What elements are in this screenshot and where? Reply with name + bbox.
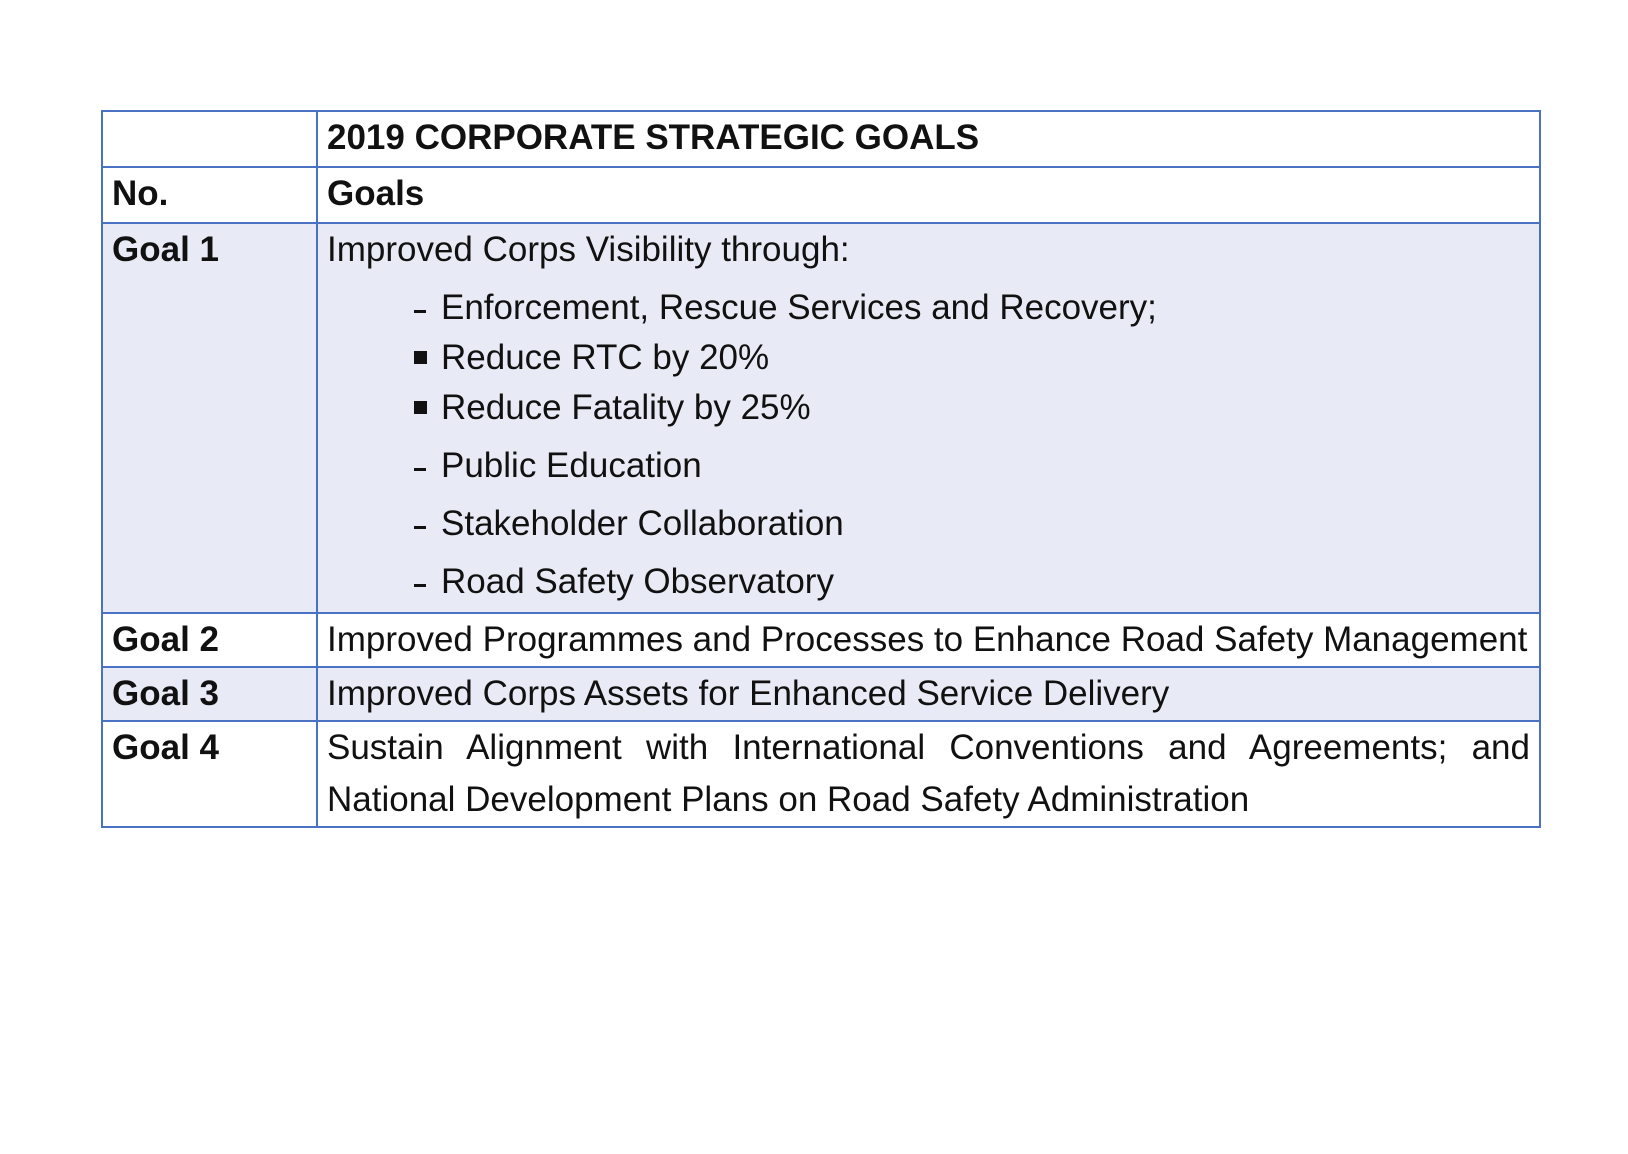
goal-cell <box>317 223 1540 613</box>
list-item-text: Reduce RTC by 20% <box>441 338 770 377</box>
table-row-goal-4 <box>102 721 1540 827</box>
list-item <box>412 332 1530 384</box>
strategic-goals-table <box>101 110 1541 828</box>
list-item-text: Stakeholder Collaboration <box>441 504 844 543</box>
table-row-goal-1 <box>102 223 1540 613</box>
table-title: 2019 CORPORATE STRATEGIC GOALS <box>317 111 1540 167</box>
title-empty-cell <box>102 111 317 167</box>
table-row-goal-3 <box>102 667 1540 721</box>
list-item-text: Reduce Fatality by 25% <box>441 388 811 427</box>
header-goals: Goals <box>317 167 1540 223</box>
list-item <box>412 382 1530 434</box>
list-item <box>412 556 1530 608</box>
list-item-text: Enforcement, Rescue Services and Recovery; <box>441 288 1157 327</box>
goal-text: Sustain Alignment with International Conventions and Agreements; and National Development Plans on Road Safety Administration <box>317 721 1540 827</box>
list-item-text: Public Education <box>441 446 702 485</box>
list-item <box>412 440 1530 492</box>
list-item <box>412 282 1530 334</box>
goal-text: Improved Corps Assets for Enhanced Service Delivery <box>317 667 1540 721</box>
goal-number: Goal 3 <box>102 667 317 721</box>
table-header-row <box>102 167 1540 223</box>
list-item-text: Road Safety Observatory <box>441 562 834 601</box>
goal-number: Goal 2 <box>102 613 317 667</box>
goal-1-sub-list <box>327 282 1530 608</box>
goal-text: Improved Corps Visibility through: <box>327 230 850 269</box>
goal-number: Goal 1 <box>102 223 317 613</box>
goal-number: Goal 4 <box>102 721 317 827</box>
goal-text: Improved Programmes and Processes to Enhance Road Safety Management <box>317 613 1540 667</box>
table-row-goal-2 <box>102 613 1540 667</box>
list-item <box>412 498 1530 550</box>
header-no: No. <box>102 167 317 223</box>
table-title-row <box>102 111 1540 167</box>
